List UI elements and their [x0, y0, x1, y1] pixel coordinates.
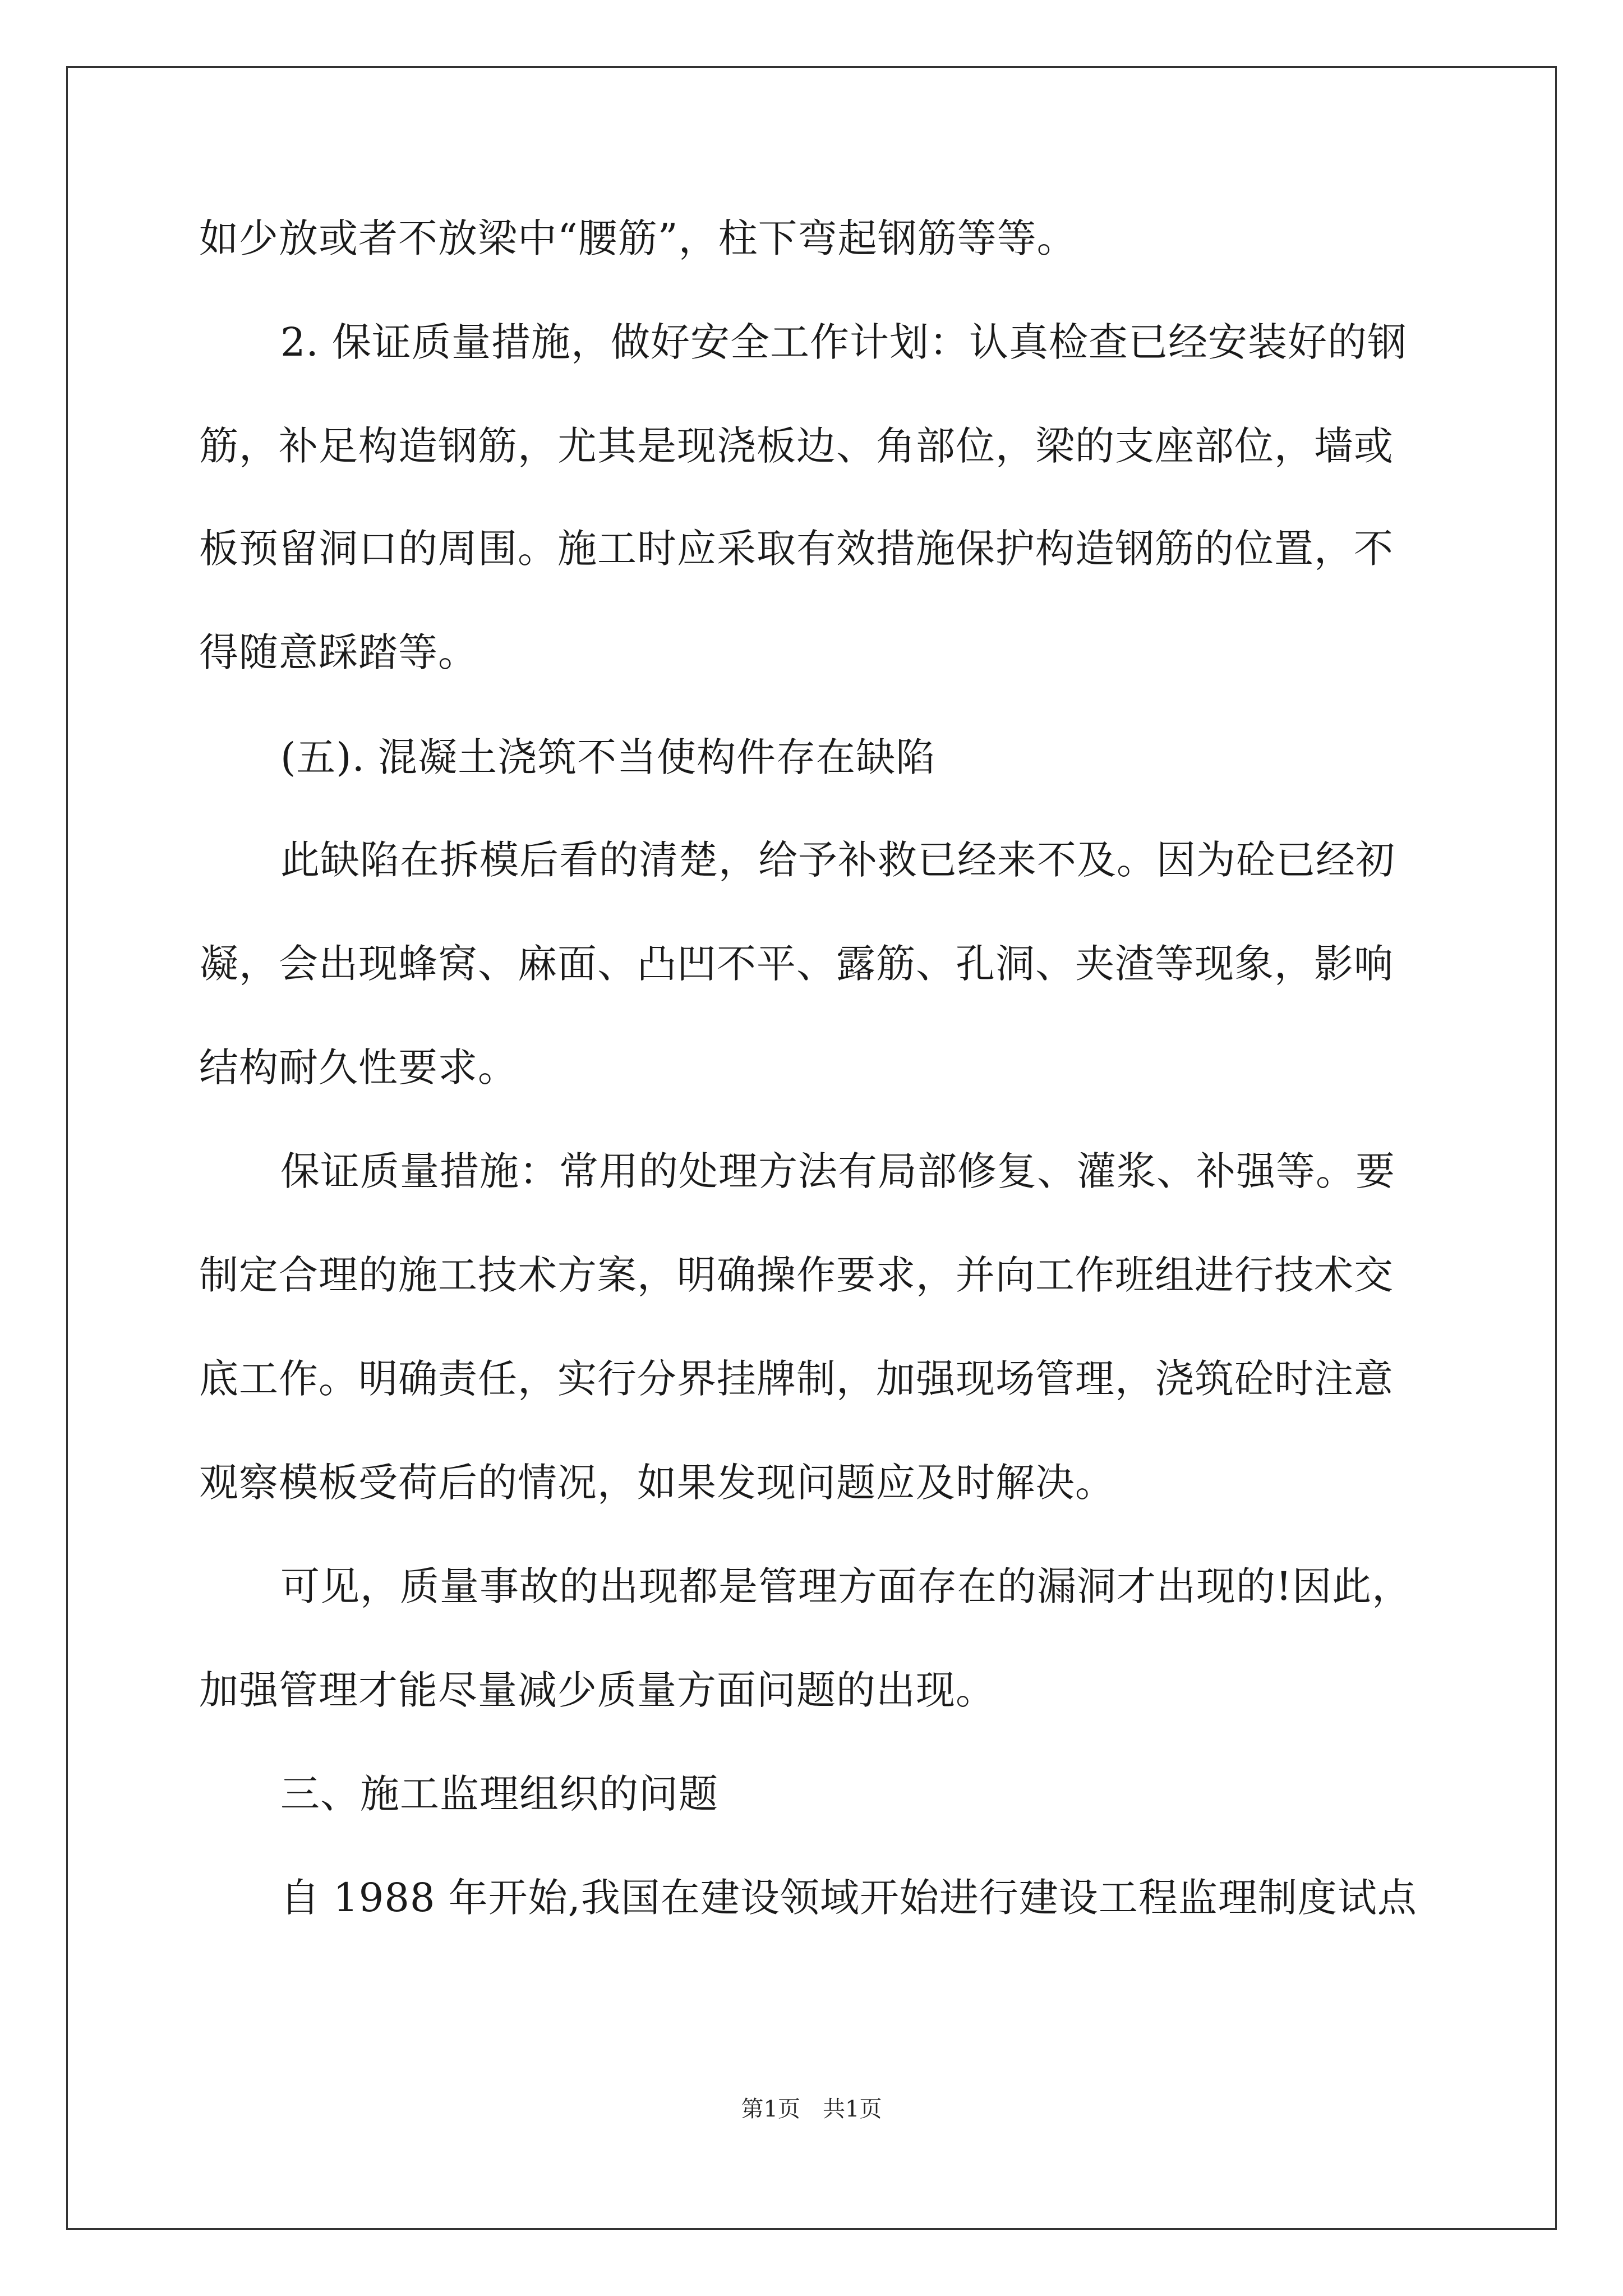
- paragraph-line: 如少放或者不放梁中“腰筋”，柱下弯起钢筋等等。: [199, 215, 1077, 261]
- paragraph-line: 制定合理的施工技术方案，明确操作要求，并向工作班组进行技术交: [199, 1252, 1394, 1298]
- section-heading: (五). 混凝土浇筑不当使构件存在缺陷: [280, 734, 936, 780]
- paragraph-line: 底工作。明确责任，实行分界挂牌制，加强现场管理，浇筑砼时注意: [199, 1356, 1394, 1402]
- page-number-footer: 第1页 共1页: [741, 2096, 882, 2122]
- paragraph-line: 加强管理才能尽量减少质量方面问题的出现。: [199, 1667, 995, 1713]
- paragraph-line: 板预留洞口的周围。施工时应采取有效措施保护构造钢筋的位置，不: [199, 526, 1394, 572]
- section-heading: 三、施工监理组织的问题: [280, 1771, 718, 1817]
- paragraph-line: 此缺陷在拆模后看的清楚，给予补救已经来不及。因为砼已经初: [280, 837, 1395, 883]
- paragraph-line: 可见，质量事故的出现都是管理方面存在的漏洞才出现的!因此，: [280, 1563, 1412, 1609]
- paragraph-line: 保证质量措施：常用的处理方法有局部修复、灌浆、补强等。要: [280, 1148, 1395, 1194]
- paragraph-line: 筋，补足构造钢筋，尤其是现浇板边、角部位，梁的支座部位，墙或: [199, 423, 1394, 469]
- paragraph-line: 凝，会出现蜂窝、麻面、凸凹不平、露筋、孔洞、夹渣等现象，影响: [199, 941, 1394, 987]
- paragraph-line: 自 1988 年开始,我国在建设领域开始进行建设工程监理制度试点: [280, 1875, 1417, 1921]
- paragraph-line: 观察模板受荷后的情况，如果发现问题应及时解决。: [199, 1460, 1115, 1506]
- paragraph-line: 得随意踩踏等。: [199, 629, 478, 675]
- paragraph-line: 2. 保证质量措施，做好安全工作计划：认真检查已经安装好的钢: [280, 319, 1408, 365]
- paragraph-line: 结构耐久性要求。: [199, 1045, 518, 1091]
